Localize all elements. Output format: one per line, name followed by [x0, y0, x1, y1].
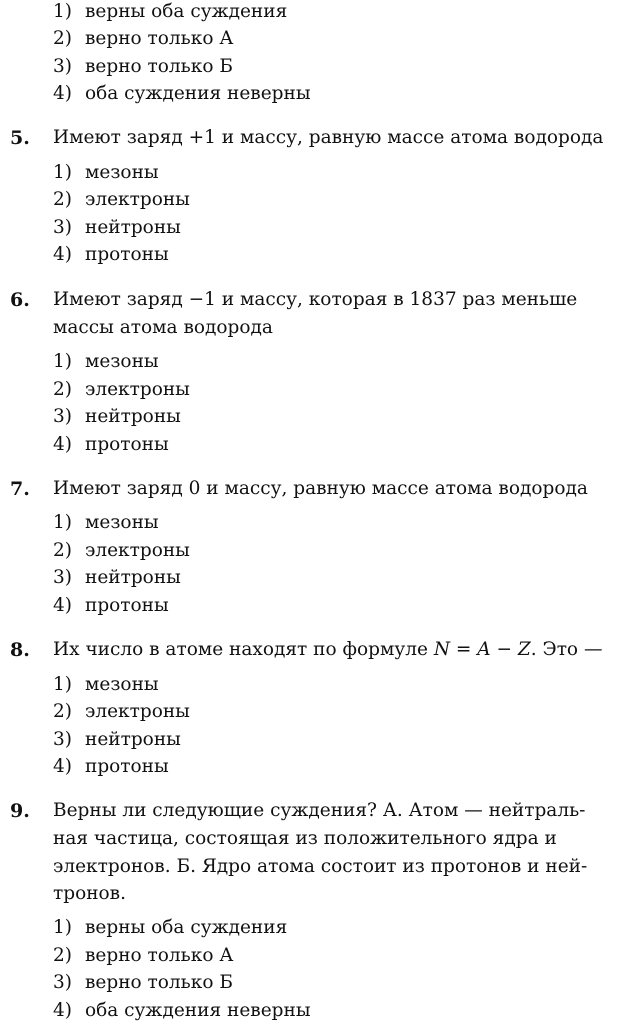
list-item: 2) электроны: [53, 701, 190, 722]
question-text: массы атома водорода: [53, 317, 273, 338]
list-item: 4) оба суждения неверны: [53, 1000, 311, 1021]
list-item: 3) нейтроны: [53, 406, 181, 427]
list-item: 3) нейтроны: [53, 729, 181, 750]
list-item: 1) мезоны: [53, 512, 159, 533]
list-item: 3) верно только Б: [53, 972, 233, 993]
list-item: 1) мезоны: [53, 162, 159, 183]
list-item: 4) оба суждения неверны: [53, 83, 311, 104]
list-item: 4) протоны: [53, 434, 169, 455]
list-item: 1) мезоны: [53, 674, 159, 695]
list-item: 1) мезоны: [53, 351, 159, 372]
list-item: 3) нейтроны: [53, 217, 181, 238]
question-number: 7.: [10, 478, 30, 500]
formula: N = A − Z: [433, 639, 531, 660]
list-item: 3) нейтроны: [53, 567, 181, 588]
question-text: тронов.: [53, 883, 126, 904]
list-item: 2) электроны: [53, 540, 190, 561]
question-number: 9.: [10, 800, 30, 822]
list-item: 2) верно только А: [53, 28, 234, 49]
question-text: Имеют заряд 0 и массу, равную массе атома водорода: [53, 478, 588, 499]
list-item: 1) верны оба суждения: [53, 1, 288, 22]
question-text: электронов. Б. Ядро атома состоит из протонов и ней-: [53, 856, 588, 877]
list-item: 4) протоны: [53, 756, 169, 777]
list-item: 2) верно только А: [53, 945, 234, 966]
list-item: 4) протоны: [53, 244, 169, 265]
question-number: 8.: [10, 639, 30, 661]
question-number: 5.: [10, 127, 30, 149]
list-item: 2) электроны: [53, 379, 190, 400]
question-text: ная частица, состоящая из положительного ядра и: [53, 828, 557, 849]
question-text: Имеют заряд −1 и массу, которая в 1837 раз меньше: [53, 289, 578, 310]
question-number: 6.: [10, 289, 30, 311]
question-text: Имеют заряд +1 и массу, равную массе атома водорода: [53, 127, 604, 148]
question-text: Верны ли следующие суждения? А. Атом — нейтраль-: [53, 800, 586, 821]
list-item: 4) протоны: [53, 595, 169, 616]
question-text: Их число в атоме находят по формуле N = A − Z. Это —: [53, 639, 603, 660]
list-item: 3) верно только Б: [53, 56, 233, 77]
list-item: 1) верны оба суждения: [53, 917, 288, 938]
list-item: 2) электроны: [53, 189, 190, 210]
